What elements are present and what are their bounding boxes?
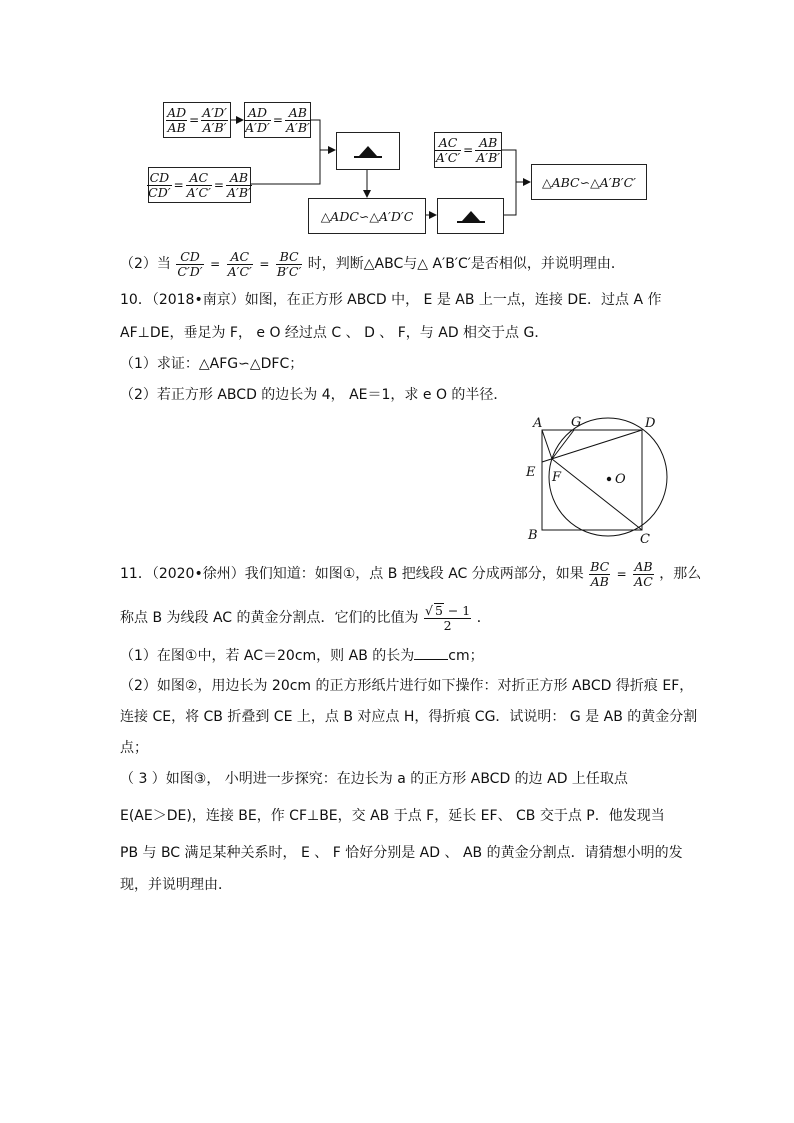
label-f: F [552,470,562,485]
flow-box-cd-ratios: $\frac{CD}{CD'}$ = $\frac{AC}{A'C'}$ = $\frac{AB}{A'B'}$ [148,167,251,203]
label-c: C [640,532,650,547]
answer-blank[interactable] [414,645,448,660]
q11-part3-line3: PB 与 BC 满足某种关系时， E 、 F 恰好分别是 AD 、 AB 的黄金分割点．请猜想小明的发 [120,845,683,861]
q10-line1: 10．（2018•南京）如图，在正方形 ABCD 中， E 是 AB 上一点，连接 DE．过点 A 作 [120,292,662,308]
blank-triangle-icon [462,211,480,221]
label-d: D [645,416,656,431]
segment-ed [542,430,642,462]
q11-part1: （1）在图①中，若 AC＝20cm，则 AB 的长为 cm； [120,645,484,666]
q11-part2-line3: 点； [120,740,148,756]
flow-box-ad-ab: $\frac{AD}{AB}$ = $\frac{A'D'}{A'B'}$ [163,102,231,138]
geometry-figure [515,410,675,550]
label-o: O [615,472,626,487]
label-e: E [526,465,536,480]
q10-part1: （1）求证：△AFG∽△DFC； [120,356,304,372]
label-a: A [533,416,543,431]
q11-part3-line1: （ 3 ）如图③， 小明进一步探究：在边长为 a 的正方形 ABCD 的边 AD 上任取点 [120,771,628,787]
q11-part2-line2: 连接 CE，将 CB 折叠到 CE 上，点 B 对应点 H，得折痕 CG．试说明： G 是 AB 的黄金分割 [120,709,698,725]
q11-part3-line4: 现，并说明理由． [120,877,232,893]
flow-box-abc-similar: △ABC∽△A′B′C′ [531,164,647,200]
q9-part2: （2）当 $\frac{CD}{C'D'}$ = $\frac{AC}{A'C'}$ = $\frac{BC}{B'C'}$ 时，判断△ABC与△ A′B′C′是否相似，并说明理由． [120,248,625,279]
blank-triangle-icon [359,146,377,156]
flow-box-adc-similar: △ADC∽△A′D′C [308,198,426,234]
q10-part2: （2）若正方形 ABCD 的边长为 4， AE＝1，求 e O 的半径． [120,387,508,403]
segment-fg [552,430,574,459]
circle-o [549,418,667,536]
q11-line1: 11．（2020•徐州）我们知道：如图①，点 B 把线段 AC 分成两部分，如果 $\frac{BC}{AB}$ = $\frac{AB}{AC}$ ，那么 [120,558,702,589]
q11-line2: 称点 B 为线段 AC 的黄金分割点．它们的比值为 $\frac{√ 5 - 1}{2}$ ． [120,603,491,633]
segment-fc [552,459,642,530]
flow-box-blank-2 [437,198,504,234]
label-g: G [571,415,582,430]
q11-part2-line1: （2）如图②，用边长为 20cm 的正方形纸片进行如下操作：对折正方形 ABCD 得折痕 EF， [120,678,694,694]
label-b: B [528,528,538,543]
flow-box-ad-adprime: $\frac{AD}{A'D'}$ = $\frac{AB}{A'B'}$ [244,102,311,138]
q11-part3-line2: E(AE＞DE)，连接 BE，作 CF⊥BE，交 AB 于点 F，延长 EF、 CB 交于点 P．他发现当 [120,808,665,824]
center-dot [607,477,611,481]
q10-line2: AF⊥DE，垂足为 F， e O 经过点 C 、 D 、 F，与 AD 相交于点 G． [120,325,549,341]
flow-box-ac-ab: $\frac{AC}{A'C'}$ = $\frac{AB}{A'B'}$ [434,132,502,168]
segment-af [542,430,552,459]
flow-box-blank-1 [336,132,400,170]
